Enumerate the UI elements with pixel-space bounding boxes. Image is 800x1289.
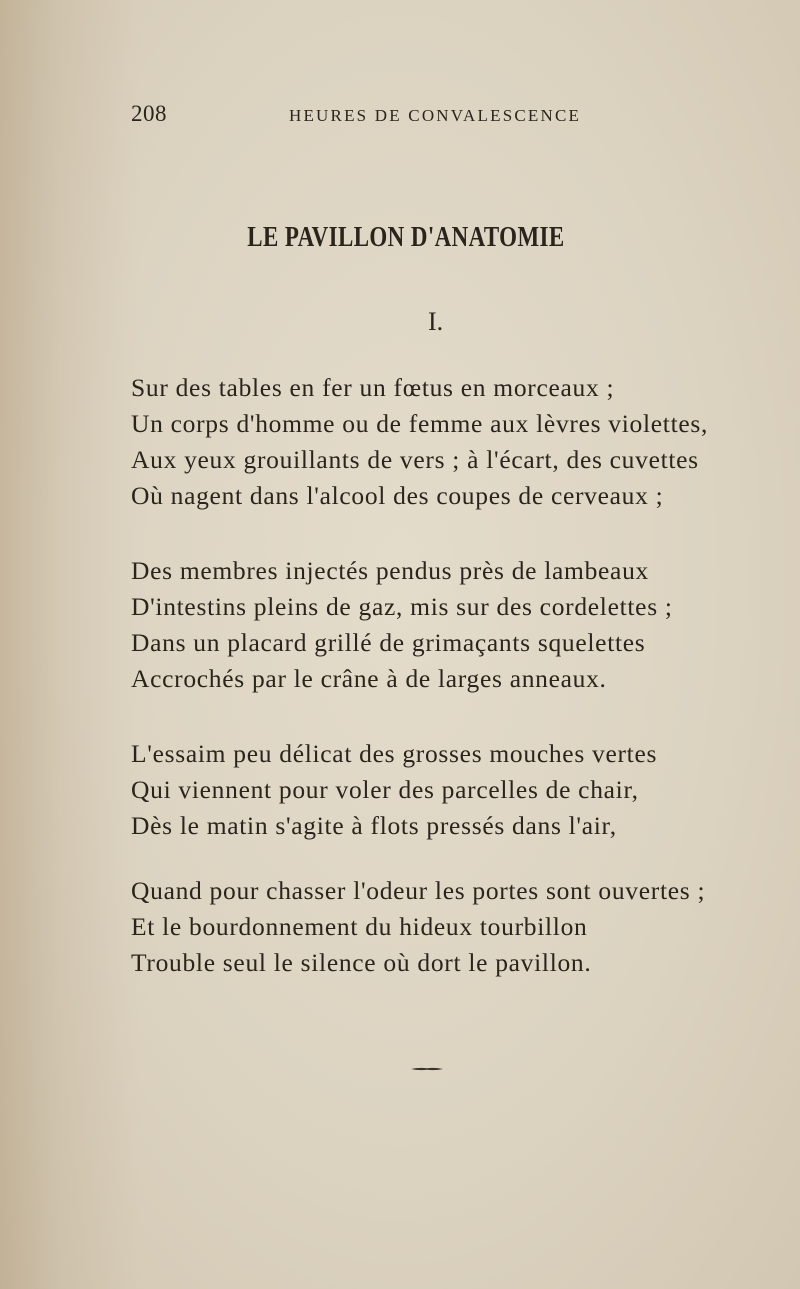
poem-line: L'essaim peu délicat des grosses mouches vertes bbox=[131, 739, 658, 768]
poem-line: Accrochés par le crâne à de larges anneaux. bbox=[131, 664, 607, 693]
stanza bbox=[131, 736, 657, 844]
poem-line: Dans un placard grillé de grimaçants squelettes bbox=[131, 628, 646, 657]
poem-line: Aux yeux grouillants de vers ; à l'écart, des cuvettes bbox=[131, 445, 699, 474]
running-head: HEURES DE CONVALESCENCE bbox=[289, 106, 582, 125]
tail-ornament-icon bbox=[411, 1066, 443, 1072]
poem-line: Sur des tables en fer un fœtus en morceaux ; bbox=[131, 373, 615, 402]
stanza bbox=[131, 553, 673, 697]
poem-line: Un corps d'homme ou de femme aux lèvres violettes, bbox=[131, 409, 709, 438]
poem-line: D'intestins pleins de gaz, mis sur des cordelettes ; bbox=[131, 592, 673, 621]
stanza bbox=[131, 370, 708, 514]
stanza bbox=[131, 873, 705, 981]
page-number: 208 bbox=[131, 101, 167, 126]
poem-line: Trouble seul le silence où dort le pavillon. bbox=[131, 948, 592, 977]
poem-line: Des membres injectés pendus près de lambeaux bbox=[131, 556, 649, 585]
section-number: I. bbox=[428, 307, 444, 336]
poem-line: Où nagent dans l'alcool des coupes de cerveaux ; bbox=[131, 481, 664, 510]
poem-line: Quand pour chasser l'odeur les portes sont ouvertes ; bbox=[131, 876, 706, 905]
poem-line: Dès le matin s'agite à flots pressés dans l'air, bbox=[131, 811, 617, 840]
poem-title: LE PAVILLON D'ANATOMIE bbox=[247, 222, 565, 253]
poem-line: Qui viennent pour voler des parcelles de chair, bbox=[131, 775, 639, 804]
poem-line: Et le bourdonnement du hideux tourbillon bbox=[131, 912, 588, 941]
